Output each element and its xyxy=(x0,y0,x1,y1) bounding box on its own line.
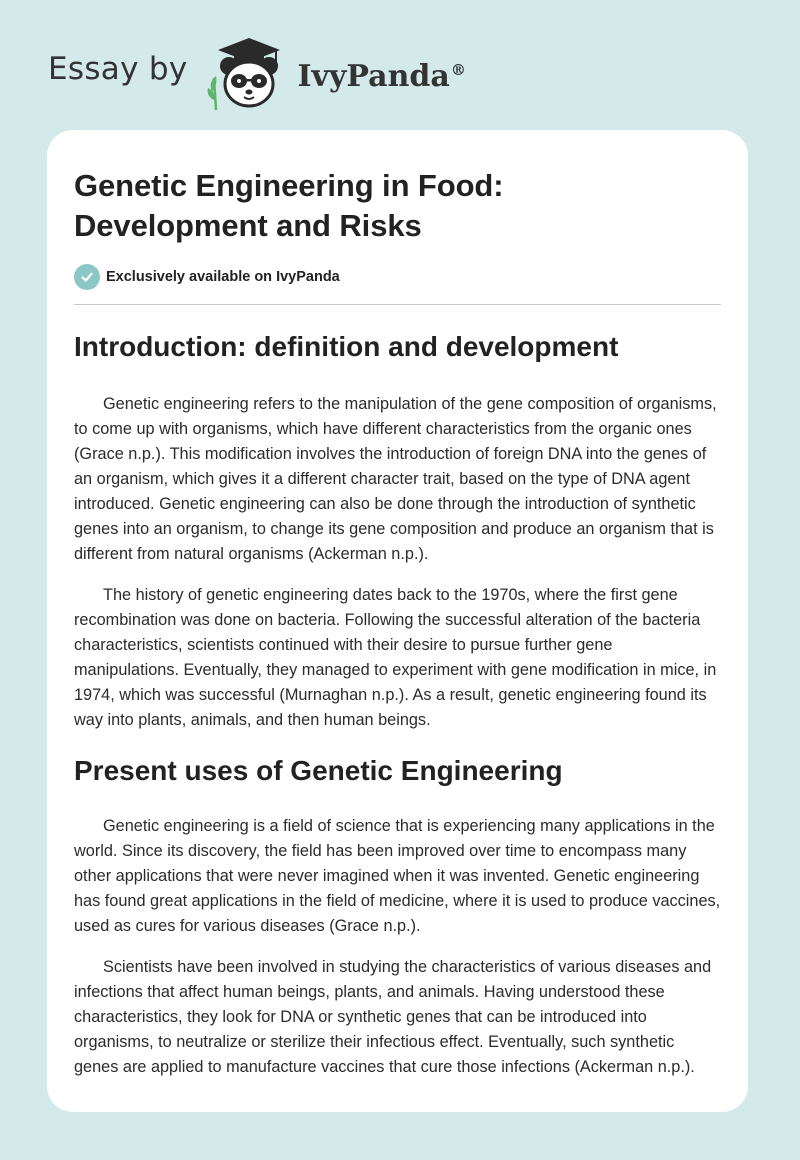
check-icon xyxy=(74,264,100,290)
section-present-uses xyxy=(74,753,721,1080)
section-introduction xyxy=(74,329,721,733)
paragraph: The history of genetic engineering dates back to the 1970s, where the first gene recombination was done on bacteria. Following the successful alteration of the bacteria characteristics, scientists continued with their desire to pursue further gene manipulations. Eventually, they managed to experiment with gene modification in mice, in 1974, which was successful (Murnaghan n.p.). As a result, genetic engineering found its way into plants, animals, and then human beings. xyxy=(74,586,717,729)
exclusive-badge xyxy=(74,264,721,290)
section-heading: Present uses of Genetic Engineering xyxy=(74,755,563,786)
paragraph: Scientists have been involved in studying the characteristics of various diseases and infections that affect human beings, plants, and animals. Having understood these characteristics, they look for DNA or synthetic genes that can be introduced into organisms, to neutralize or sterilize their infectious effect. Eventually, such synthetic genes are applied to manufacture vaccines that cure those infections (Ackerman n.p.). xyxy=(74,958,712,1076)
brand-header xyxy=(48,34,466,114)
brand-name xyxy=(298,59,466,94)
panda-logo-icon[interactable] xyxy=(204,34,294,114)
paragraph: Genetic engineering is a field of science that is experiencing many applications in the world. Since its discovery, the field has been improved over time to encompass many other applications that were never imagined when it was invented. Genetic engineering has found great applications in the field of medicine, where it is used to produce vaccines, used as cures for various diseases (Grace n.p.). xyxy=(74,817,721,935)
title-line-1: Genetic Engineering in Food: xyxy=(74,168,504,203)
paragraph: Genetic engineering refers to the manipulation of the gene composition of organisms, to come up with organisms, which have different characteristics from the organic ones (Grace n.p.). This modification involves the introduction of foreign DNA into the genes of an organism, which gives it a different character trait, based on the type of DNA agent introduced. Genetic engineering can also be done through the introduction of synthetic genes into an organism, to change its gene composition and produce an organism that is different from natural organisms (Ackerman n.p.). xyxy=(74,395,717,563)
page-title xyxy=(74,166,721,246)
title-line-2: Development and Risks xyxy=(74,208,422,243)
essay-card xyxy=(47,130,748,1112)
registered-mark: ® xyxy=(450,60,466,79)
badge-label: Exclusively available on IvyPanda xyxy=(106,269,340,285)
divider xyxy=(74,304,721,305)
section-heading: Introduction: definition and development xyxy=(74,331,619,362)
brand-name-text: IvyPanda xyxy=(297,58,450,94)
brand-prefix: Essay by xyxy=(48,51,188,87)
